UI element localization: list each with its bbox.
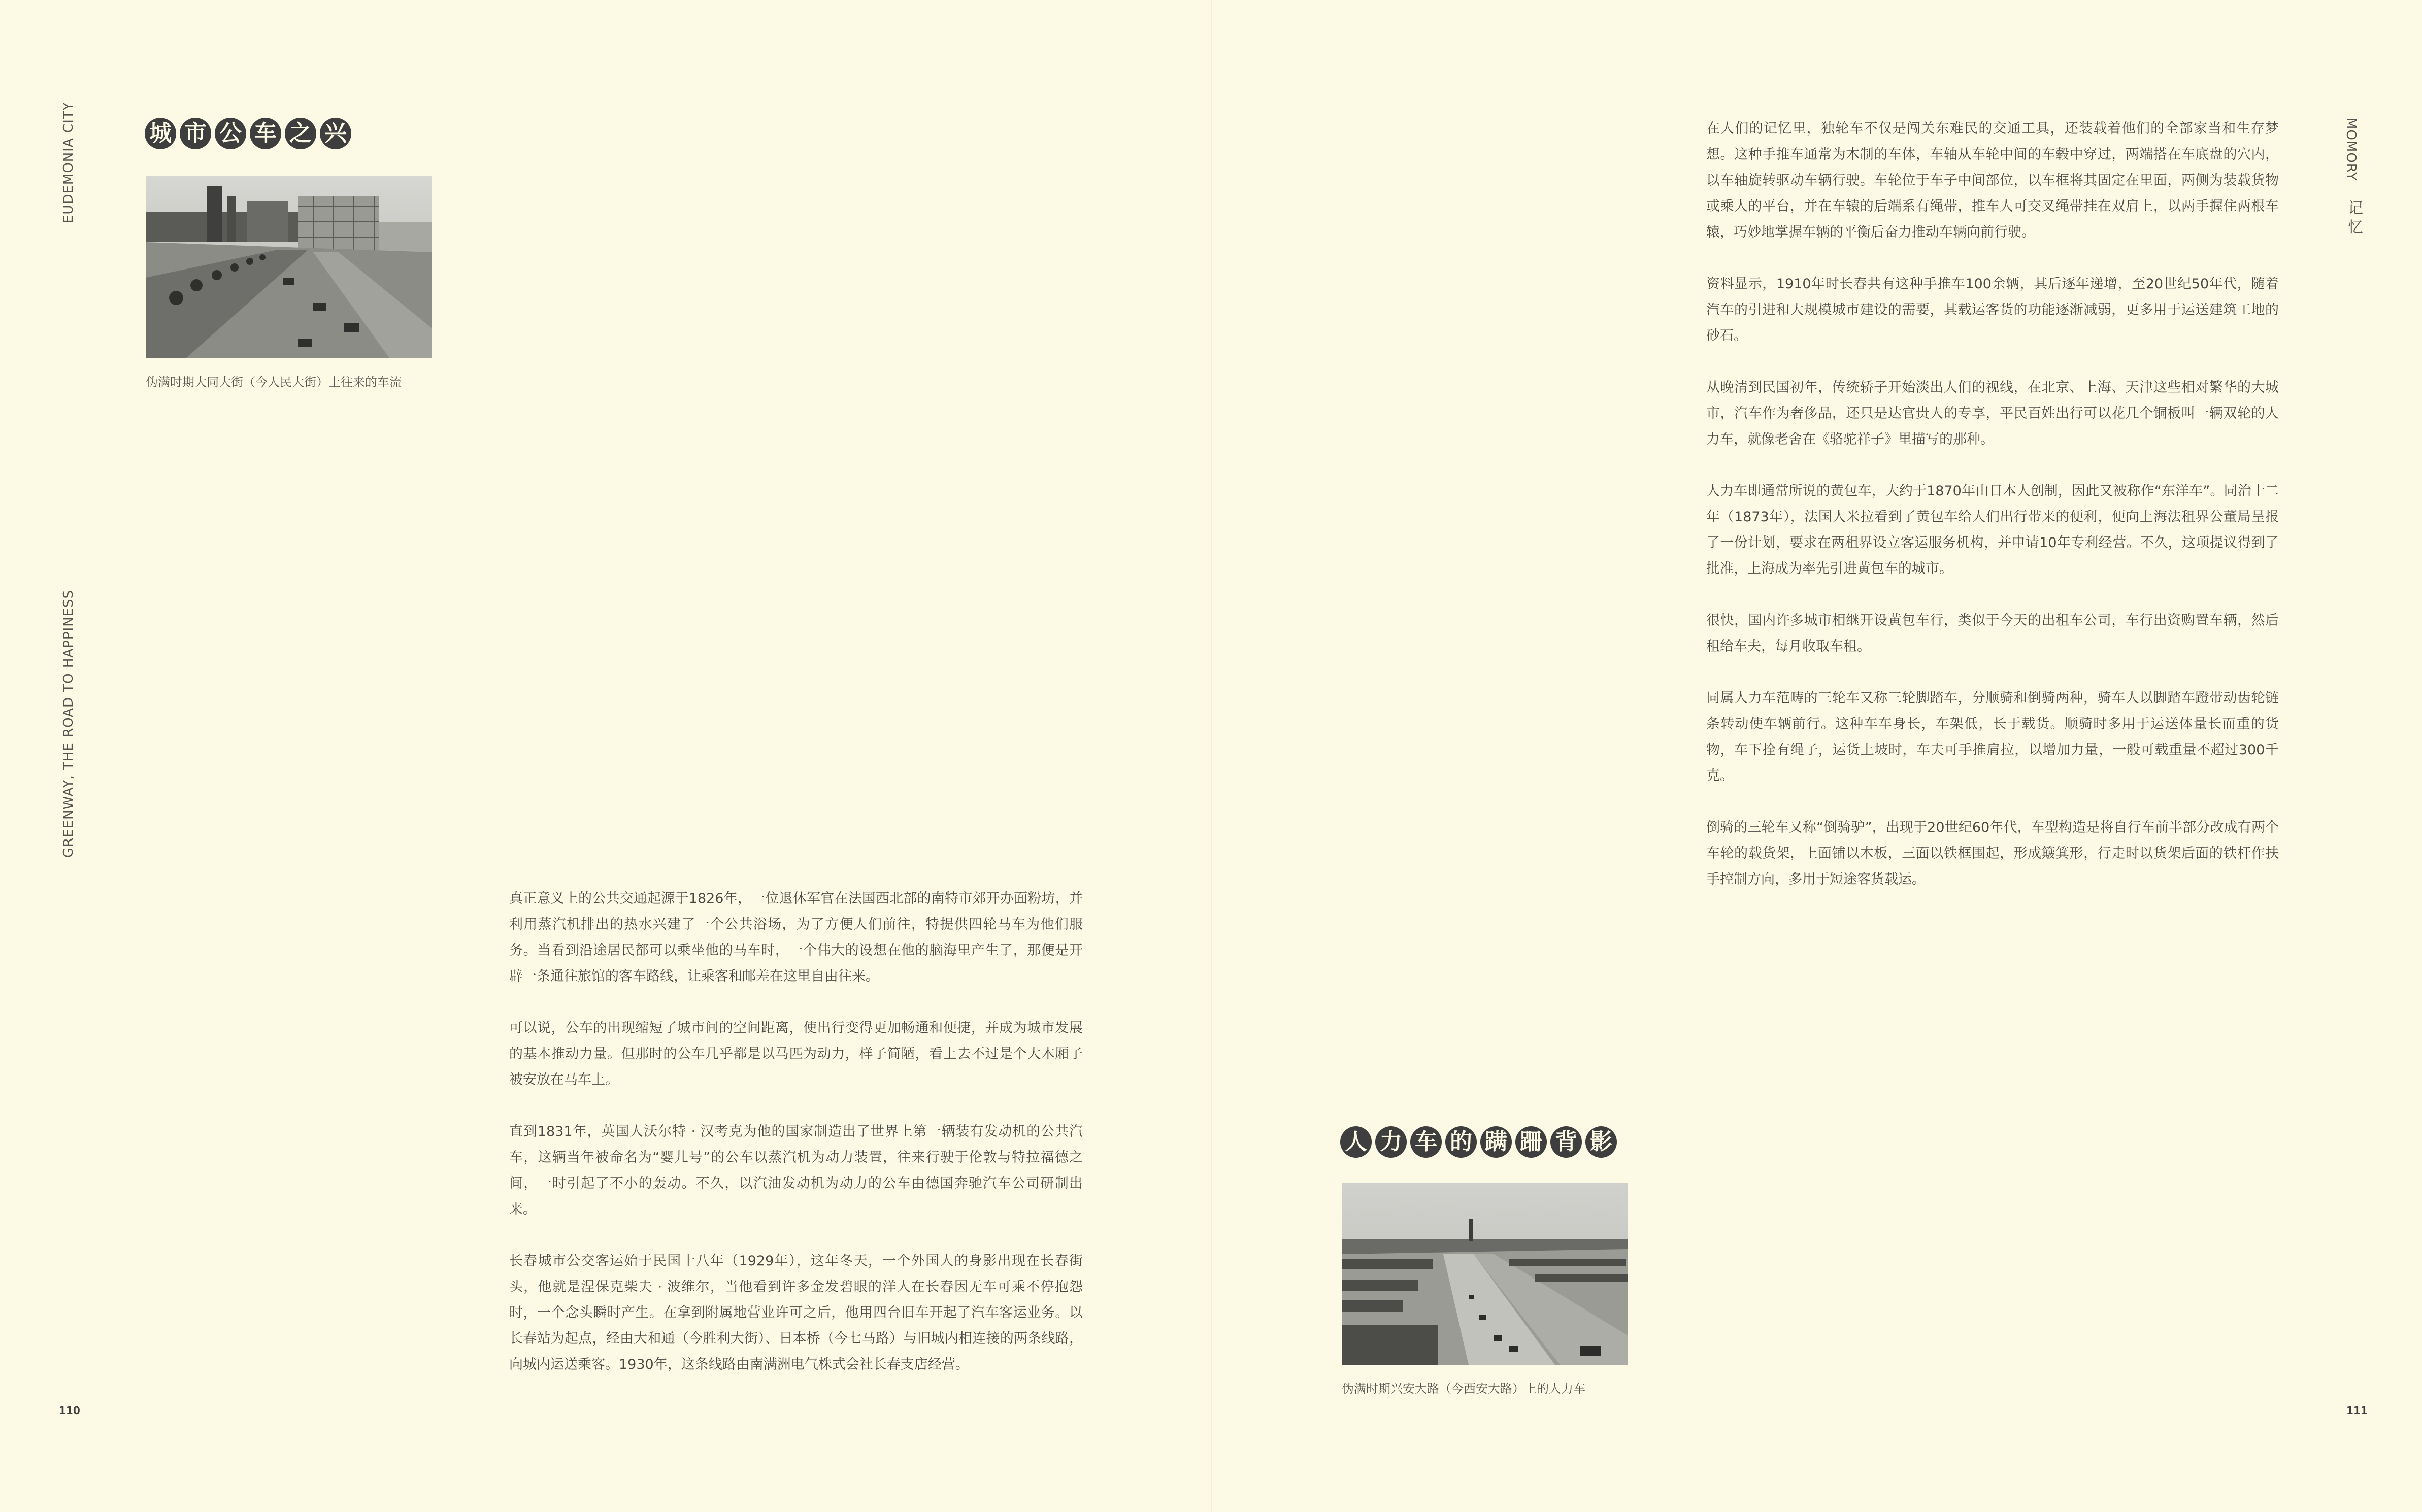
- heading-char: 之: [285, 118, 316, 149]
- photo-caption-left: 伪满时期大同大街（今人民大街）上往来的车流: [146, 375, 402, 389]
- paragraph: 人力车即通常所说的黄包车，大约于1870年由日本人创制，因此又被称作“东洋车”。同治十二年（1873年），法国人米拉看到了黄包车给人们出行带来的便利，便向上海法租界公董局呈报了一份计划，要求在两租界设立客运服务机构，并申请10年专利经营。不久，这项提议得到了批准，上海成为率先引进黄包车的城市。: [1706, 483, 2279, 577]
- left-body-text: [509, 886, 1083, 1377]
- photo-caption-right: 伪满时期兴安大路（今西安大路）上的人力车: [1342, 1382, 1585, 1396]
- heading-char: 力: [1375, 1126, 1407, 1158]
- side-title-greenway: GREENWAY, THE ROAD TO HAPPINESS: [61, 589, 76, 858]
- paragraph: 同属人力车范畴的三轮车又称三轮脚踏车，分顺骑和倒骑两种，骑车人以脚踏车蹬带动齿轮链条转动使车辆前行。这种车车身长，车架低，长于载货。顺骑时多用于运送体量长而重的货物，车下拴有绳子，运货上坡时，车夫可手推肩拉，以增加力量，一般可载重量不超过300千克。: [1706, 690, 2279, 784]
- section-heading-bus: [145, 118, 351, 149]
- paragraph: 可以说，公车的出现缩短了城市间的空间距离，使出行变得更加畅通和便捷，并成为城市发展的基本推动力量。但那时的公车几乎都是以马匹为动力，样子简陋，看上去不过是个大木厢子被安放在马车上。: [509, 1020, 1083, 1088]
- photo-rickshaw-road: [1342, 1183, 1628, 1365]
- paragraph: 直到1831年，英国人沃尔特 · 汉考克为他的国家制造出了世界上第一辆装有发动机的公共汽车，这辆当年被命名为“婴儿号”的公车以蒸汽机为动力装置，往来行驶于伦敦与特拉福德之间，一时引起了不小的轰动。不久，以汽油发动机为动力的公车由德国奔驰汽车公司研制出来。: [509, 1124, 1083, 1217]
- heading-char: 车: [1410, 1126, 1442, 1158]
- side-title-memory-cn: 记忆: [2348, 199, 2363, 237]
- heading-char: 兴: [320, 118, 351, 149]
- heading-char: 车: [250, 118, 281, 149]
- side-title-memory: MOMORY: [2343, 118, 2359, 181]
- page-number-right: 111: [2346, 1404, 2368, 1417]
- side-title-eudemonia: EUDEMONIA CITY: [61, 102, 76, 223]
- paragraph: 在人们的记忆里，独轮车不仅是闯关东难民的交通工具，还装载着他们的全部家当和生存梦想。这种手推车通常为木制的车体，车轴从车轮中间的车毂中穿过，两端搭在车底盘的穴内，以车轴旋转驱动车辆行驶。车轮位于车子中间部位，以车框将其固定在里面，两侧为装载货物或乘人的平台，并在车辕的后端系有绳带，推车人可交叉绳带挂在双肩上，以两手握住两根车辕，巧妙地掌握车辆的平衡后奋力推动车辆向前行驶。: [1706, 121, 2279, 240]
- heading-char: 城: [145, 118, 176, 149]
- heading-char: 蹒: [1480, 1126, 1512, 1158]
- heading-char: 跚: [1515, 1126, 1547, 1158]
- right-body-text: [1706, 116, 2279, 892]
- heading-char: 背: [1550, 1126, 1582, 1158]
- paragraph: 真正意义上的公共交通起源于1826年，一位退休军官在法国西北部的南特市郊开办面粉坊，并利用蒸汽机排出的热水兴建了一个公共浴场，为了方便人们前往，特提供四轮马车为他们服务。当看到沿途居民都可以乘坐他的马车时，一个伟大的设想在他的脑海里产生了，那便是开辟一条通往旅馆的客车路线，让乘客和邮差在这里自由往来。: [509, 891, 1083, 984]
- paragraph: 资料显示，1910年时长春共有这种手推车100余辆，其后逐年递增，至20世纪50年代，随着汽车的引进和大规模城市建设的需要，其载运客货的功能逐渐减弱，更多用于运送建筑工地的砂石。: [1706, 276, 2279, 344]
- paragraph: 从晚清到民国初年，传统轿子开始淡出人们的视线，在北京、上海、天津这些相对繁华的大城市，汽车作为奢侈品，还只是达官贵人的专享，平民百姓出行可以花几个铜板叫一辆双轮的人力车，就像老舍在《骆驼祥子》里描写的那种。: [1706, 380, 2279, 447]
- right-page: [1211, 0, 2422, 1512]
- paragraph: 长春城市公交客运始于民国十八年（1929年），这年冬天，一个外国人的身影出现在长春街头，他就是涅保克柴夫 · 波维尔，当他看到许多金发碧眼的洋人在长春因无车可乘不停抱怨时，一个念头瞬时产生。在拿到附属地营业许可之后，他用四台旧车开起了汽车客运业务。以长春站为起点，经由大和通（今胜利大街）、日本桥（今七马路）与旧城内相连接的两条线路，向城内运送乘客。1930年，这条线路由南满洲电气株式会社长春支店经营。: [509, 1253, 1083, 1372]
- heading-char: 公: [215, 118, 246, 149]
- heading-char: 人: [1340, 1126, 1372, 1158]
- heading-char: 的: [1445, 1126, 1477, 1158]
- section-heading-rickshaw: [1340, 1126, 1617, 1158]
- heading-char: 市: [180, 118, 211, 149]
- paragraph: 倒骑的三轮车又称“倒骑驴”，出现于20世纪60年代，车型构造是将自行车前半部分改成有两个车轮的载货架，上面铺以木板，三面以铁框围起，形成簸箕形，行走时以货架后面的铁杆作扶手控制方向，多用于短途客货载运。: [1706, 820, 2279, 887]
- heading-char: 影: [1585, 1126, 1617, 1158]
- paragraph: 很快，国内许多城市相继开设黄包车行，类似于今天的出租车公司，车行出资购置车辆，然后租给车夫，每月收取车租。: [1706, 613, 2279, 654]
- page-number-left: 110: [59, 1404, 80, 1417]
- photo-street-traffic: [146, 176, 432, 358]
